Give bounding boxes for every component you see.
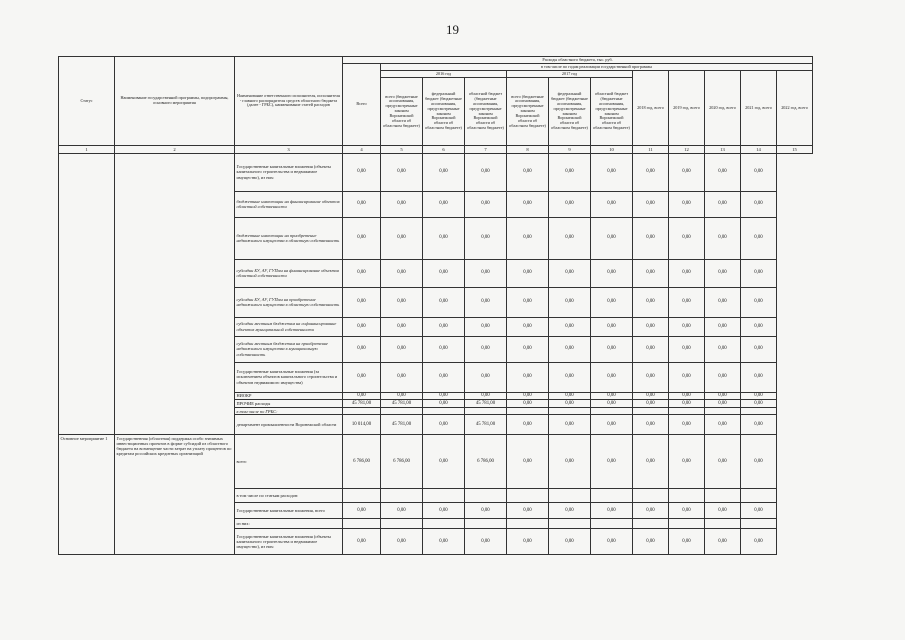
budget-value-col-12: 0,00 — [669, 287, 705, 317]
header-program: Наименование государственной программы, подпрограммы, основного мероприятия — [115, 57, 235, 146]
budget-label: субсидии местным бюджетам на приобретение недвижимого имущества в муниципальную собственность — [235, 336, 343, 362]
main-event-value-col-5: 0,00 — [381, 529, 423, 555]
budget-value-col-4: 0,00 — [343, 362, 381, 392]
budget-value-col-12: 0,00 — [669, 259, 705, 287]
main-event-value-col-10: 0,00 — [591, 435, 633, 489]
header-2016-total: всего (бюджетные ассигнования, предусмотренные законом Воронежской области об областном бюджете) — [381, 78, 423, 146]
budget-value-col-11: 0,00 — [633, 217, 669, 259]
budget-label: субсидии БУ, АУ, ГУПам на приобретение недвижимого имущества в областную собственность — [235, 287, 343, 317]
budget-value-col-14: 0,00 — [741, 362, 777, 392]
main-event-value-col-14 — [741, 489, 777, 503]
budget-value-col-6: 0,00 — [423, 400, 465, 408]
column-number-10: 10 — [591, 146, 633, 153]
budget-value-col-12 — [669, 407, 705, 414]
budget-value-col-4: 0,00 — [343, 191, 381, 217]
main-event-label: из них: — [235, 519, 343, 529]
budget-value-col-13: 0,00 — [705, 153, 741, 191]
main-event-label: Государственные капитальные вложения (объекты капитального строительства и недвижимое имущество), из них: — [235, 529, 343, 555]
column-number-6: 6 — [423, 146, 465, 153]
budget-value-col-4: 0,00 — [343, 153, 381, 191]
main-event-value-col-13: 0,00 — [705, 435, 741, 489]
budget-value-col-9 — [549, 407, 591, 414]
column-number-7: 7 — [465, 146, 507, 153]
budget-value-col-10: 0,00 — [591, 415, 633, 435]
budget-value-col-9: 0,00 — [549, 336, 591, 362]
budget-value-col-11: 0,00 — [633, 362, 669, 392]
header-2017-federal: федеральный бюджет (бюджетные ассигнования, предусмотренные законом Воронежской области об областном бюджете) — [549, 78, 591, 146]
budget-value-col-8: 0,00 — [507, 191, 549, 217]
budget-value-col-8: 0,00 — [507, 392, 549, 400]
column-number-12: 12 — [669, 146, 705, 153]
budget-value-col-14: 0,00 — [741, 336, 777, 362]
budget-value-col-12: 0,00 — [669, 153, 705, 191]
budget-value-col-14: 0,00 — [741, 415, 777, 435]
budget-value-col-5: 0,00 — [381, 392, 423, 400]
main-event-value-col-4: 0,00 — [343, 529, 381, 555]
budget-value-col-10: 0,00 — [591, 153, 633, 191]
budget-value-col-5: 0,00 — [381, 191, 423, 217]
budget-value-col-11: 0,00 — [633, 415, 669, 435]
budget-value-col-4: 0,00 — [343, 217, 381, 259]
budget-value-col-12: 0,00 — [669, 415, 705, 435]
header-2017-total: всего (бюджетные ассигнования, предусмотренные законом Воронежской области об областном бюджете) — [507, 78, 549, 146]
budget-label: субсидии местным бюджетам на софинансирование объектов муниципальной собственности — [235, 317, 343, 336]
column-number-8: 8 — [507, 146, 549, 153]
main-event-label: Государственные капитальные вложения, всего — [235, 503, 343, 519]
budget-value-col-13: 0,00 — [705, 217, 741, 259]
header-total: Всего — [343, 64, 381, 146]
budget-value-col-14: 0,00 — [741, 400, 777, 408]
budget-value-col-9: 0,00 — [549, 217, 591, 259]
main-event-value-col-14: 0,00 — [741, 503, 777, 519]
budget-value-col-9: 0,00 — [549, 400, 591, 408]
budget-value-col-5: 0,00 — [381, 153, 423, 191]
budget-value-col-6: 0,00 — [423, 392, 465, 400]
main-event-value-col-9: 0,00 — [549, 435, 591, 489]
budget-label: НИОКР — [235, 392, 343, 400]
budget-value-col-8: 0,00 — [507, 287, 549, 317]
budget-label: бюджетные инвестиции на приобретение недвижимого имущества в областную собственность — [235, 217, 343, 259]
column-numbers-row — [59, 146, 813, 153]
main-event-value-col-7: 0,00 — [465, 503, 507, 519]
budget-value-col-5: 45 781,00 — [381, 415, 423, 435]
main-event-value-col-13: 0,00 — [705, 529, 741, 555]
column-number-13: 13 — [705, 146, 741, 153]
budget-value-col-9: 0,00 — [549, 153, 591, 191]
main-event-label: всего — [235, 435, 343, 489]
column-number-4: 4 — [343, 146, 381, 153]
column-number-2: 2 — [115, 146, 235, 153]
budget-value-col-5: 0,00 — [381, 287, 423, 317]
budget-value-col-4: 0,00 — [343, 317, 381, 336]
budget-value-col-10: 0,00 — [591, 191, 633, 217]
header-2022: 2022 год, всего — [777, 71, 813, 146]
budget-value-col-7 — [465, 407, 507, 414]
budget-value-col-7: 0,00 — [465, 336, 507, 362]
budget-table — [58, 56, 813, 555]
main-event-label: в том числе по статьям расходов: — [235, 489, 343, 503]
main-event-value-col-6: 0,00 — [423, 435, 465, 489]
main-event-value-col-9 — [549, 519, 591, 529]
budget-value-col-5: 45 781,00 — [381, 400, 423, 408]
page-number: 19 — [446, 22, 459, 37]
budget-value-col-8: 0,00 — [507, 400, 549, 408]
budget-value-col-7: 45 781,00 — [465, 415, 507, 435]
budget-value-col-7: 0,00 — [465, 217, 507, 259]
budget-table-sheet — [58, 56, 810, 555]
main-event-value-col-4 — [343, 489, 381, 503]
budget-label: Государственные капитальные вложения (за исключением объектов капитального строительства и объектов недвижимого имущества) — [235, 362, 343, 392]
budget-value-col-13: 0,00 — [705, 317, 741, 336]
budget-value-col-8: 0,00 — [507, 259, 549, 287]
budget-row — [59, 153, 813, 191]
budget-value-col-10: 0,00 — [591, 217, 633, 259]
column-number-15: 15 — [777, 146, 813, 153]
budget-value-col-9: 0,00 — [549, 287, 591, 317]
budget-value-col-6: 0,00 — [423, 317, 465, 336]
main-event-value-col-13: 0,00 — [705, 503, 741, 519]
budget-value-col-9: 0,00 — [549, 362, 591, 392]
budget-value-col-8: 0,00 — [507, 362, 549, 392]
header-recipient: Наименование ответственного исполнителя, исполнителя - главного распорядителя средств областного бюджета (далее - ГРБС), наименование статей расходов — [235, 57, 343, 146]
main-event-value-col-12: 0,00 — [669, 529, 705, 555]
main-event-value-col-12 — [669, 519, 705, 529]
budget-label: Государственные капитальные вложения (объекты капитального строительства и недвижимое имущество), из них: — [235, 153, 343, 191]
main-event-value-col-8: 0,00 — [507, 503, 549, 519]
main-event-value-col-10: 0,00 — [591, 503, 633, 519]
budget-value-col-7: 0,00 — [465, 153, 507, 191]
column-number-11: 11 — [633, 146, 669, 153]
budget-value-col-13: 0,00 — [705, 415, 741, 435]
budget-value-col-7: 45 781,00 — [465, 400, 507, 408]
budget-value-col-13: 0,00 — [705, 191, 741, 217]
main-event-value-col-11: 0,00 — [633, 503, 669, 519]
main-event-value-col-7: 6 786,00 — [465, 435, 507, 489]
main-event-name: Государственная (областная) поддержка особо значимых инвестиционных проектов в форме субсидий из областного бюджета на возмещение части затрат на уплату процентов по кредитам российских кредитных организаций — [115, 435, 235, 555]
header-2018: 2018 год, всего — [633, 71, 669, 146]
budget-value-col-11: 0,00 — [633, 392, 669, 400]
budget-label: департамент промышленности Воронежской области — [235, 415, 343, 435]
budget-value-col-7: 0,00 — [465, 259, 507, 287]
budget-value-col-14: 0,00 — [741, 153, 777, 191]
budget-value-col-7: 0,00 — [465, 317, 507, 336]
budget-value-col-12: 0,00 — [669, 191, 705, 217]
budget-value-col-11 — [633, 407, 669, 414]
main-event-value-col-7: 0,00 — [465, 529, 507, 555]
main-event-value-col-5 — [381, 489, 423, 503]
budget-value-col-11: 0,00 — [633, 400, 669, 408]
main-event-value-col-9: 0,00 — [549, 503, 591, 519]
budget-value-col-6: 0,00 — [423, 191, 465, 217]
budget-value-col-5: 0,00 — [381, 259, 423, 287]
main-event-value-col-5: 0,00 — [381, 503, 423, 519]
budget-value-col-5: 0,00 — [381, 317, 423, 336]
main-event-value-col-6: 0,00 — [423, 503, 465, 519]
budget-value-col-4: 0,00 — [343, 336, 381, 362]
budget-value-col-10: 0,00 — [591, 259, 633, 287]
status-cell-blank — [59, 153, 115, 435]
header-2017-regional: областной бюджет (бюджетные ассигнования, предусмотренные законом Воронежской области об областном бюджете) — [591, 78, 633, 146]
header-2019: 2019 год, всего — [669, 71, 705, 146]
budget-value-col-11: 0,00 — [633, 317, 669, 336]
budget-value-col-8 — [507, 407, 549, 414]
budget-value-col-8: 0,00 — [507, 336, 549, 362]
budget-label: ПРОЧИЕ расходы — [235, 400, 343, 408]
budget-value-col-13: 0,00 — [705, 287, 741, 317]
budget-value-col-7: 0,00 — [465, 191, 507, 217]
budget-value-col-4: 45 781,00 — [343, 400, 381, 408]
main-event-value-col-11 — [633, 489, 669, 503]
budget-value-col-7: 0,00 — [465, 362, 507, 392]
budget-value-col-11: 0,00 — [633, 336, 669, 362]
budget-value-col-7: 0,00 — [465, 392, 507, 400]
budget-value-col-13 — [705, 407, 741, 414]
main-event-value-col-7 — [465, 489, 507, 503]
header-in-program: в том числе по годам реализации государственной программы — [381, 64, 813, 71]
budget-value-col-12: 0,00 — [669, 362, 705, 392]
header-2021: 2021 год, всего — [741, 71, 777, 146]
budget-value-col-11: 0,00 — [633, 259, 669, 287]
budget-value-col-7: 0,00 — [465, 287, 507, 317]
main-event-value-col-9: 0,00 — [549, 529, 591, 555]
budget-value-col-12: 0,00 — [669, 336, 705, 362]
main-event-status: Основное мероприятие 1 — [59, 435, 115, 555]
budget-value-col-14: 0,00 — [741, 392, 777, 400]
budget-value-col-14: 0,00 — [741, 259, 777, 287]
budget-value-col-6: 0,00 — [423, 336, 465, 362]
budget-value-col-9: 0,00 — [549, 317, 591, 336]
budget-value-col-13: 0,00 — [705, 392, 741, 400]
header-status: Статус — [59, 57, 115, 146]
budget-value-col-5: 0,00 — [381, 336, 423, 362]
main-event-value-col-6: 0,00 — [423, 529, 465, 555]
main-event-value-col-13 — [705, 519, 741, 529]
budget-label: бюджетные инвестиции на финансирование объектов областной собственности — [235, 191, 343, 217]
main-event-value-col-5: 6 786,00 — [381, 435, 423, 489]
main-event-value-col-12: 0,00 — [669, 435, 705, 489]
budget-value-col-9: 0,00 — [549, 415, 591, 435]
main-event-value-col-11: 0,00 — [633, 529, 669, 555]
budget-value-col-6: 0,00 — [423, 287, 465, 317]
budget-value-col-5 — [381, 407, 423, 414]
budget-value-col-4: 0,00 — [343, 392, 381, 400]
budget-value-col-10: 0,00 — [591, 392, 633, 400]
main-event-value-col-8: 0,00 — [507, 435, 549, 489]
budget-value-col-5: 0,00 — [381, 362, 423, 392]
budget-value-col-11: 0,00 — [633, 191, 669, 217]
budget-value-col-6: 0,00 — [423, 153, 465, 191]
budget-value-col-12: 0,00 — [669, 400, 705, 408]
budget-value-col-13: 0,00 — [705, 362, 741, 392]
header-2016: 2016 год — [381, 71, 507, 78]
main-event-value-col-7 — [465, 519, 507, 529]
main-event-value-col-4: 0,00 — [343, 503, 381, 519]
column-number-5: 5 — [381, 146, 423, 153]
budget-value-col-8: 0,00 — [507, 317, 549, 336]
budget-value-col-13: 0,00 — [705, 336, 741, 362]
main-event-value-col-10 — [591, 519, 633, 529]
header-2016-federal: федеральный бюджет (бюджетные ассигнования, предусмотренные законом Воронежской области об областном бюджете) — [423, 78, 465, 146]
budget-value-col-9: 0,00 — [549, 392, 591, 400]
budget-value-col-14: 0,00 — [741, 287, 777, 317]
budget-value-col-8: 0,00 — [507, 415, 549, 435]
main-event-value-col-13 — [705, 489, 741, 503]
budget-value-col-10: 0,00 — [591, 336, 633, 362]
budget-value-col-10: 0,00 — [591, 287, 633, 317]
budget-value-col-4 — [343, 407, 381, 414]
budget-value-col-4: 0,00 — [343, 259, 381, 287]
budget-value-col-12: 0,00 — [669, 217, 705, 259]
main-event-value-col-12 — [669, 489, 705, 503]
main-event-row — [59, 435, 813, 489]
main-event-value-col-14: 0,00 — [741, 529, 777, 555]
budget-value-col-6: 0,00 — [423, 259, 465, 287]
budget-value-col-14: 0,00 — [741, 191, 777, 217]
budget-value-col-6: 0,00 — [423, 362, 465, 392]
budget-value-col-9: 0,00 — [549, 191, 591, 217]
budget-value-col-10: 0,00 — [591, 400, 633, 408]
budget-value-col-8: 0,00 — [507, 153, 549, 191]
column-number-1: 1 — [59, 146, 115, 153]
budget-value-col-4: 10 014,00 — [343, 415, 381, 435]
main-event-value-col-8 — [507, 489, 549, 503]
budget-label: субсидии БУ, АУ, ГУПам на финансирование объектов областной собственности — [235, 259, 343, 287]
main-event-value-col-4: 6 786,00 — [343, 435, 381, 489]
main-event-value-col-11 — [633, 519, 669, 529]
budget-value-col-6 — [423, 407, 465, 414]
budget-value-col-6: 0,00 — [423, 415, 465, 435]
budget-value-col-14: 0,00 — [741, 317, 777, 336]
budget-value-col-14: 0,00 — [741, 217, 777, 259]
header-2020: 2020 год, всего — [705, 71, 741, 146]
main-event-value-col-6 — [423, 489, 465, 503]
main-event-value-col-9 — [549, 489, 591, 503]
budget-value-col-10: 0,00 — [591, 362, 633, 392]
header-2016-regional: областной бюджет (бюджетные ассигнования, предусмотренные законом Воронежской области об областном бюджете) — [465, 78, 507, 146]
budget-value-col-14 — [741, 407, 777, 414]
budget-value-col-13: 0,00 — [705, 400, 741, 408]
budget-value-col-6: 0,00 — [423, 217, 465, 259]
main-event-value-col-12: 0,00 — [669, 503, 705, 519]
budget-value-col-11: 0,00 — [633, 153, 669, 191]
program-cell-blank — [115, 153, 235, 435]
budget-label: в том числе по ГРБС: — [235, 407, 343, 414]
header-2017: 2017 год — [507, 71, 633, 78]
main-event-value-col-11: 0,00 — [633, 435, 669, 489]
budget-value-col-10: 0,00 — [591, 317, 633, 336]
main-event-value-col-14: 0,00 — [741, 435, 777, 489]
column-number-3: 3 — [235, 146, 343, 153]
budget-value-col-9: 0,00 — [549, 259, 591, 287]
main-event-value-col-10: 0,00 — [591, 529, 633, 555]
column-number-9: 9 — [549, 146, 591, 153]
header-expenses: Расходы областного бюджета, тыс. руб. — [343, 57, 813, 64]
budget-value-col-12: 0,00 — [669, 392, 705, 400]
main-event-value-col-10 — [591, 489, 633, 503]
budget-value-col-4: 0,00 — [343, 287, 381, 317]
budget-value-col-8: 0,00 — [507, 217, 549, 259]
main-event-value-col-4 — [343, 519, 381, 529]
budget-value-col-11: 0,00 — [633, 287, 669, 317]
main-event-value-col-8 — [507, 519, 549, 529]
main-event-value-col-8: 0,00 — [507, 529, 549, 555]
budget-value-col-5: 0,00 — [381, 217, 423, 259]
budget-value-col-12: 0,00 — [669, 317, 705, 336]
main-event-value-col-6 — [423, 519, 465, 529]
budget-value-col-13: 0,00 — [705, 259, 741, 287]
budget-value-col-10 — [591, 407, 633, 414]
main-event-value-col-14 — [741, 519, 777, 529]
main-event-value-col-5 — [381, 519, 423, 529]
column-number-14: 14 — [741, 146, 777, 153]
